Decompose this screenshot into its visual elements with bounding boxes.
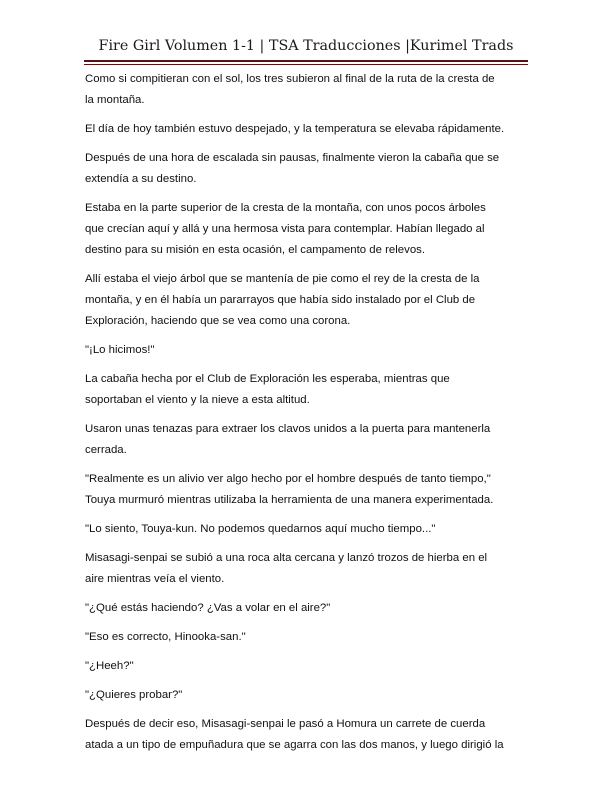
text-line: Misasagi-senpai se subió a una roca alta cercana y lanzó trozos de hierba en el (85, 552, 488, 564)
text-line: "¿Qué estás haciendo? ¿Vas a volar en el aire?" (85, 602, 331, 614)
text-line: "Realmente es un alivio ver algo hecho por el hombre después de tanto tiempo," (85, 473, 491, 485)
paragraph (85, 198, 528, 261)
text-line: Después de decir eso, Misasagi-senpai le pasó a Homura un carrete de cuerda (85, 718, 486, 730)
text-line: "Eso es correcto, Hinooka-san." (85, 631, 246, 643)
paragraph (85, 69, 528, 111)
text-line: atada a un tipo de empuñadura que se agarra con las dos manos, y luego dirigió la (85, 739, 504, 751)
text-line: La cabaña hecha por el Club de Exploración les esperaba, mientras que (85, 373, 450, 385)
text-line: Usaron unas tenazas para extraer los clavos unidos a la puerta para mantenerla (85, 423, 491, 435)
paragraph (85, 119, 528, 140)
text-line: aire mientras veía el viento. (85, 573, 225, 585)
text-line: El día de hoy también estuvo despejado, y la temperatura se elevaba rápidamente. (85, 123, 505, 135)
paragraph (85, 369, 528, 411)
paragraph (85, 548, 528, 590)
text-line: montaña, y en él había un pararrayos que había sido instalado por el Club de (85, 294, 476, 306)
paragraph (85, 148, 528, 190)
text-line: Touya murmuró mientras utilizaba la herramienta de una manera experimentada. (85, 494, 494, 506)
text-line: destino para su misión en esta ocasión, el campamento de relevos. (85, 244, 426, 256)
paragraph (85, 419, 528, 461)
paragraph (85, 656, 528, 677)
text-line: Allí estaba el viejo árbol que se mantenía de pie como el rey de la cresta de la (85, 273, 480, 285)
page-header-title: Fire Girl Volumen 1-1 | TSA Traducciones |Kurimel Trads (98, 38, 514, 54)
text-line: soportaban el viento y la nieve a esta altitud. (85, 394, 310, 406)
paragraph (85, 685, 528, 706)
paragraph (85, 469, 528, 511)
text-line: Como si compitieran con el sol, los tres subieron al final de la ruta de la cresta de (85, 73, 495, 85)
text-line: Después de una hora de escalada sin pausas, finalmente vieron la cabaña que se (85, 152, 500, 164)
paragraph (85, 340, 528, 361)
body-text (85, 69, 528, 764)
text-line: "¿Quieres probar?" (85, 689, 183, 701)
text-line: la montaña. (85, 94, 145, 106)
text-line: extendía a su destino. (85, 173, 197, 185)
text-line: Estaba en la parte superior de la cresta de la montaña, con unos pocos árboles (85, 202, 486, 214)
header-rule-thin (84, 64, 528, 65)
text-line: Exploración, haciendo que se vea como una corona. (85, 315, 351, 327)
paragraph (85, 519, 528, 540)
text-line: "¿Heeh?" (85, 660, 134, 672)
text-line: "Lo siento, Touya-kun. No podemos quedarnos aquí mucho tiempo..." (85, 523, 436, 535)
paragraph (85, 269, 528, 332)
text-line: "¡Lo hicimos!" (85, 344, 155, 356)
header-rule-thick (84, 60, 528, 62)
text-line: cerrada. (85, 444, 127, 456)
text-line: que crecían aquí y allá y una hermosa vista para contemplar. Habían llegado al (85, 223, 485, 235)
paragraph (85, 598, 528, 619)
paragraph (85, 714, 528, 756)
paragraph (85, 627, 528, 648)
